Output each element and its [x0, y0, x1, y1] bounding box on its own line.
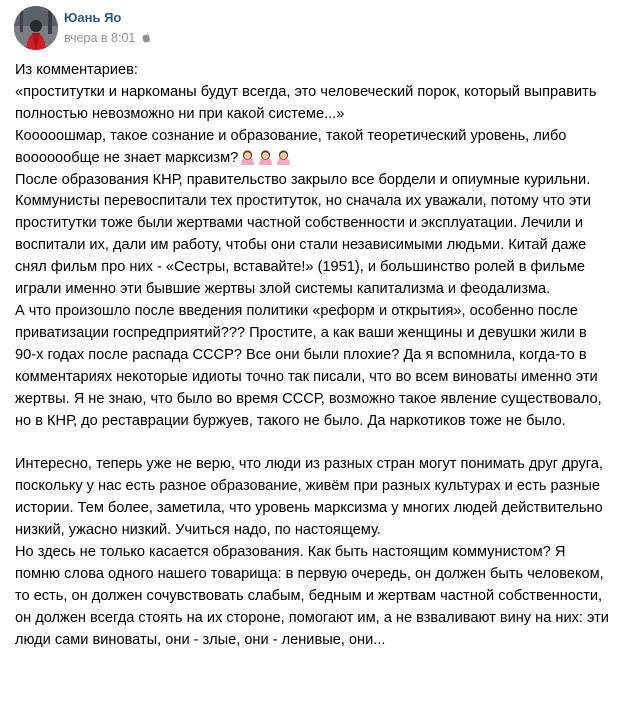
paragraph: «проститутки и наркоманы будут всегда, это человеческий порок, который выправить полностью невозможно ни при какой системе...»	[15, 83, 597, 122]
paragraph-text: Кооооошмар, такое сознание и образование, такой теоретический уровень, либо воооооoбще не знает марксизм?	[15, 127, 567, 166]
avatar[interactable]	[14, 6, 58, 50]
woman-facepalming-icon	[275, 148, 292, 165]
emoji-group	[239, 148, 293, 165]
paragraph: После образования КНР, правительство закрыло все бордели и опиумные курильни. Коммунисты перевоспитали тех проституток, но сначала их уважали, потому что эти проститутки тоже были жертвами частной собственности и эксплуатации. Лечили и воспитали их, дали им работу, чтобы они стали независимыми людьми. Китай даже снял фильм про них - «Сестры, вставайте!» (1951), и большинство ролей в фильме играли именно эти бывшие жертвы злой системы капитализма и феодализма.	[15, 171, 591, 298]
post-timestamp[interactable]: вчера в 8:01	[64, 31, 136, 45]
post-header	[14, 6, 604, 50]
avatar-photo	[14, 6, 58, 50]
paragraph: А что произошло после введения политики «реформ и открытия», особенно после приватизации госпредприятий??? Простите, а как ваши женщины и девушки жили в 90-х годах после распада СССР? Все они были плохие? Да я вспомнила, когда-то в комментариях некоторые идиоты точно так писали, что во всем виноваты именно эти жертвы. Я не знаю, что было во время СССР, возможно такое явление существовало, но в КНР, до реставрации буржуев, такого не было. Да наркотиков тоже не было.	[15, 302, 602, 429]
paragraph: Интересно, теперь уже не верю, что люди из разных стран могут понимать друг друга, поскольку у нас есть разное образование, живём при разных культурах и есть разные истории. Тем более, заметила, что уровень марксизма у многих людей действительно низкий, ужасно низкий. Учиться надо, по настоящему.	[15, 456, 603, 539]
apple-icon	[142, 32, 151, 46]
paragraph: Из комментариев:	[15, 62, 138, 78]
woman-facepalming-icon	[257, 148, 274, 165]
blank-line	[15, 432, 611, 454]
post-meta	[64, 31, 151, 46]
woman-facepalming-icon	[239, 148, 256, 165]
author-name[interactable]: Юань Яо	[64, 10, 122, 25]
post-text	[15, 60, 611, 651]
paragraph-with-emoji	[15, 126, 611, 170]
paragraph: Но здесь не только касается образования. Как быть настоящим коммунистом? Я помню слова одного нашего товарища: в первую очередь, он должен быть человеком, то есть, он должен сочувствовать слабым, бедным и жертвам частной собственности, он должен всегда стоять на их стороне, помогают им, а не взваливают вину на них: эти люди сами виноваты, они - злые, они - ленивые, они...	[15, 543, 609, 648]
